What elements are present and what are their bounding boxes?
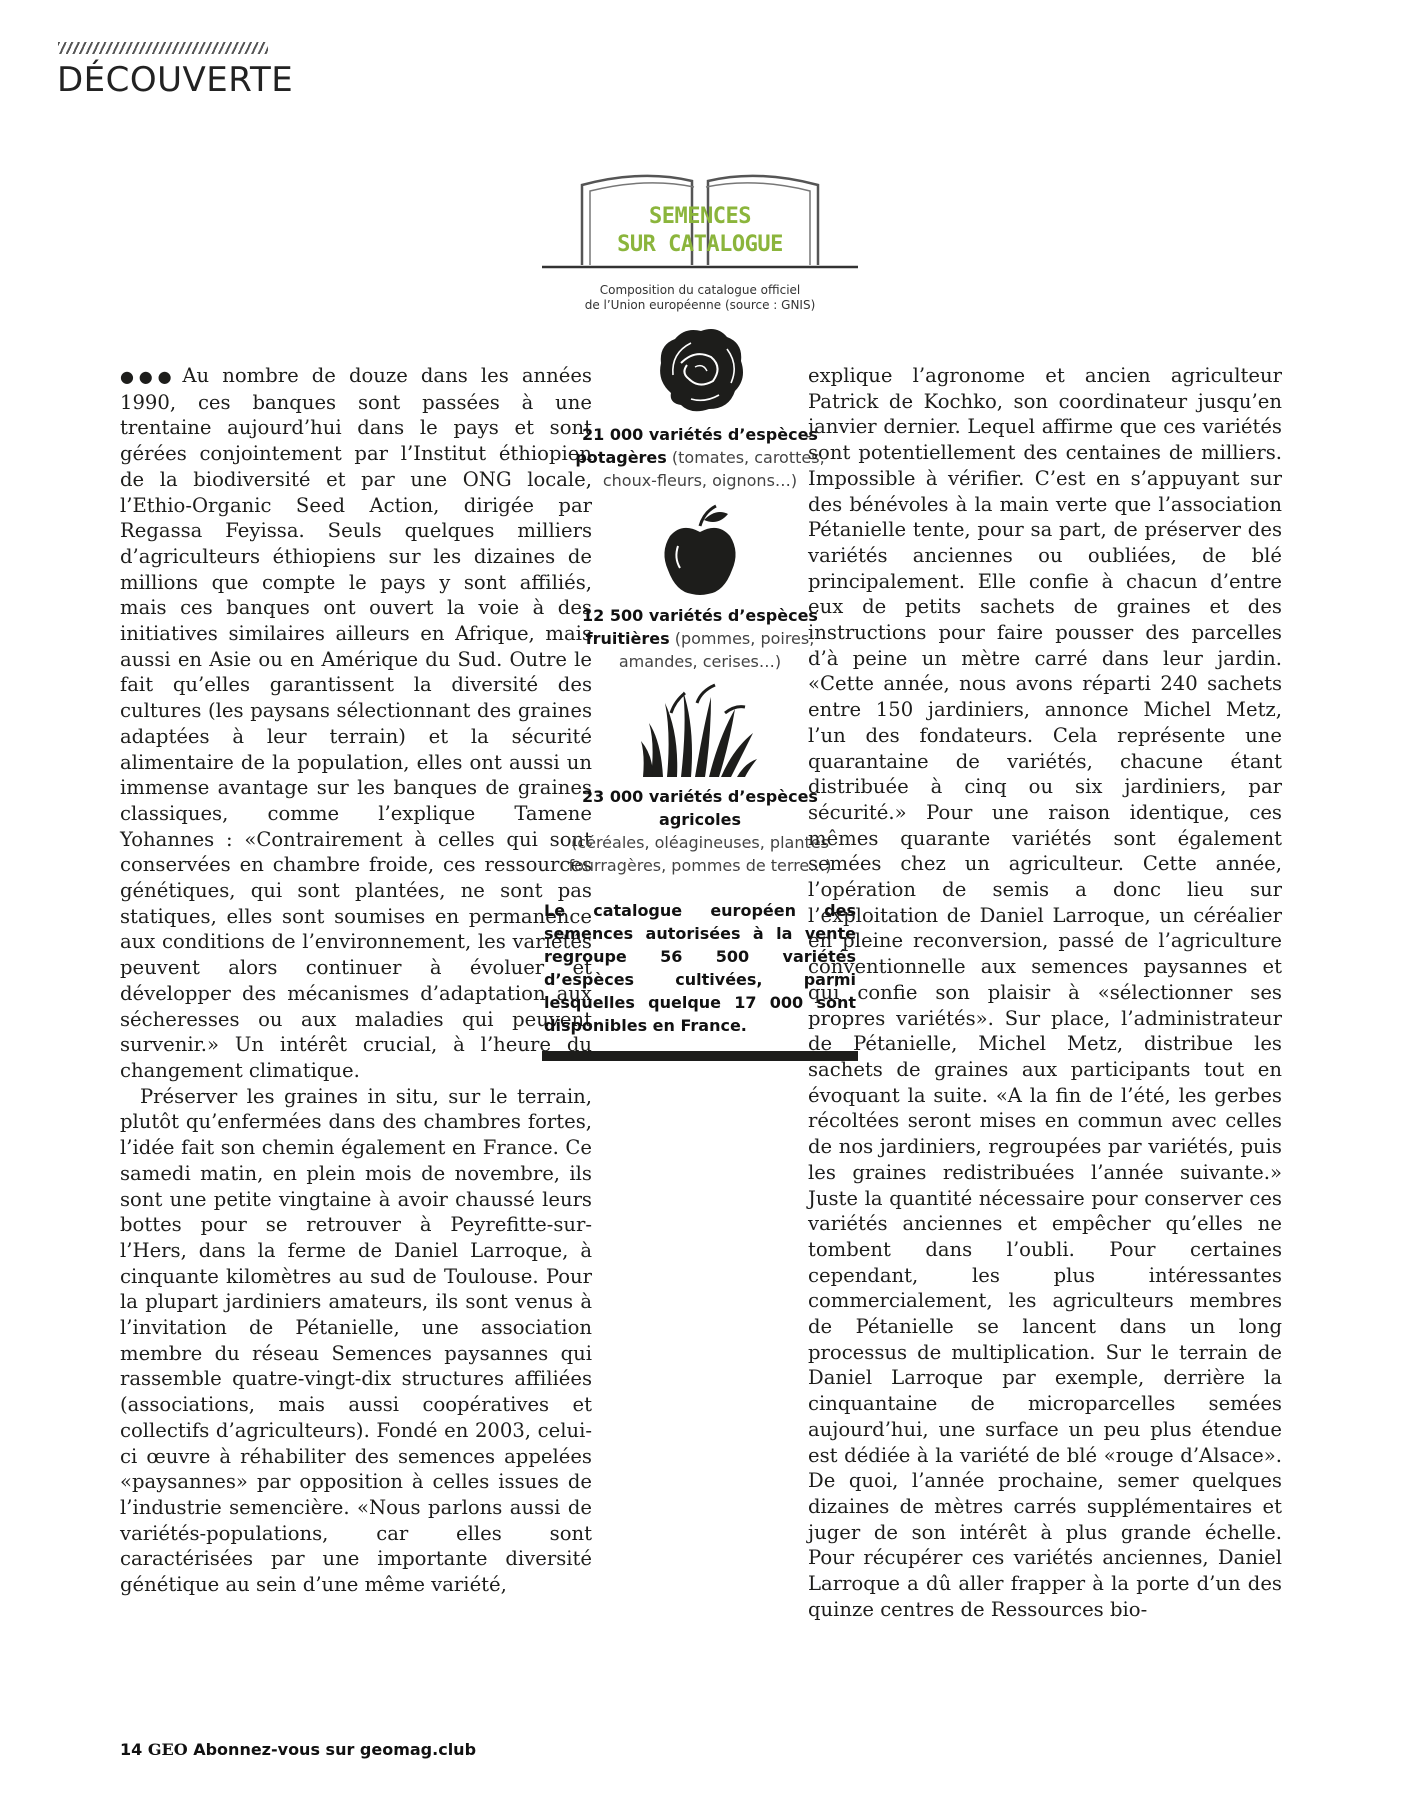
caption-line: de l’Union européenne (source : GNIS) (584, 298, 816, 312)
paragraph-text: Au nombre de douze dans les années 1990, ces banques sont passées à une trentaine aujourd’hui dans le pays et sont gérées conjointement par l’Institut éthiopien de la biodiversité et par une ONG locale, l’Ethio-Organic Seed Action, dirigée par Regassa Feyissa. Seuls quelques milliers d’agriculteurs éthiopiens sur les dizaines de millions que compte le pays y sont affiliés, mais ces banques ont ouvert la voie à des initiatives similaires ailleurs en Afrique, mais aussi en Asie ou en Amérique du Sud. Outre le fait qu’elles garantissent la diversité des cultures (les paysans sélectionnant des graines adaptées à leur terrain) et la sécurité alimentaire de la population, elles ont aussi un immense avantage sur les banques de graines classiques, comme l’explique Tamene Yohannes : «Contrairement à celles qui sont conservées en chambre froide, ces ressources génétiques, qui sont plantées, ne sont pas statiques, elles sont soumises en permanence aux conditions de l’environnement, les variétés peuvent alors continuer à évoluer et développer des mécanismes d’adaptation aux sécheresses ou aux maladies qui peuvent survenir.» Un intérêt crucial, à l’heure du changement climatique. (120, 364, 592, 1082)
stat-examples: choux-fleurs, oignons…) (602, 471, 798, 490)
brand-name: GEO (147, 1740, 188, 1759)
section-hatch-decoration (58, 42, 268, 54)
infobox-title (542, 203, 858, 259)
caption-line: Composition du catalogue officiel (599, 283, 801, 297)
wheat-icon (641, 683, 759, 779)
stat-value: 12 500 variétés d’espèces (582, 606, 818, 625)
article-paragraph: explique l’agronome et ancien agriculteur Patrick de Kochko, son coordinateur jusqu’en janvier dernier. Lequel affirme que ces variétés sont potentiellement des centaines de milliers. Impossible à vérifier. C’est en s’appuyant sur des bénévoles à la main verte que l’association Pétanielle tente, pour sa part, de préserver des variétés anciennes ou oubliées, de blé principalement. Elle confie à chacun d’entre eux de petits sachets de graines et des instructions pour faire pousser des parcelles d’à peine un mètre carré dans leur jardin. «Cette année, nous avons réparti 240 sachets entre 150 jardiniers, annonce Michel Metz, l’un des fondateurs. Cela représente une quarantaine de variétés, chacune étant distribuée à cinq ou six jardiniers, par sécurité.» Pour une raison identique, ces mêmes quarante variétés sont également semées chez un agriculteur. Cette année, l’opération de semis a donc lieu sur l’exploitation de Daniel Larroque, un céréalier en pleine reconversion, passé de l’agriculture conventionnelle aux semences paysannes et qui confie son plaisir à «sélectionner ses propres variétés». Sur place, l’administrateur de Pétanielle, Michel Metz, distribue les sachets de graines aux participants tout en évoquant la suite. «A la fin de l’été, les gerbes récoltées seront mises en commun avec celles de nos jardiniers, regroupées par variétés, puis les graines redistribuées l’année suivante.» Juste la quantité nécessaire pour conserver ces variétés anciennes et empêcher qu’elles ne tombent dans l’oubli. Pour certaines cependant, les plus intéressantes commercialement, les agriculteurs membres de Pétanielle se lancent dans un long processus de multiplication. Sur le terrain de Daniel Larroque par exemple, derrière la cinquantaine de microparcelles semées aujourd’hui, une surface un peu plus étendue est dédiée à la variété de blé «rouge d’Alsace». De quoi, l’année prochaine, semer quelques dizaines de mètres carrés supplémentaires et juger de son intérêt à plus grande échelle. Pour récupérer ces variétés anciennes, Daniel Larroque a dû aller frapper à la porte d’un des quinze centres de Ressources bio- (808, 364, 1282, 1621)
bullet-dots-icon: ●●● (120, 367, 177, 386)
stat-examples: (céréales, oléagineuses, plantes (571, 833, 829, 852)
infobox-title-line: SUR CATALOGUE (617, 232, 783, 257)
stat-examples: (tomates, carottes, (666, 448, 825, 467)
page-number: 14 (120, 1740, 143, 1759)
stat-examples: amandes, cerises…) (618, 652, 782, 671)
stat-value: 21 000 variétés d’espèces (582, 425, 818, 444)
article-paragraph (120, 363, 592, 1084)
infobox-summary: Le catalogue européen des semences autorisées à la vente regroupe 56 500 variétés d’espèces cultivées, parmi lesquelles quelque 17 000 sont disponibles en France. (542, 899, 858, 1061)
article-column-left (120, 363, 592, 1598)
article-paragraph: Préserver les graines in situ, sur le terrain, plutôt qu’enfermées dans des chambres fortes, l’idée fait son chemin également en France. Ce samedi matin, en plein mois de novembre, ils sont une petite vingtaine à avoir chaussé leurs bottes pour se retrouver à Peyrefitte-sur-l’Hers, dans la ferme de Daniel Larroque, à cinquante kilomètres au sud de Toulouse. Pour la plupart jardiniers amateurs, ils sont venus à l’invitation de Pétanielle, une association membre du réseau Semences paysannes qui rassemble quatre-vingt-dix structures affiliées (associations, mais aussi coopératives et collectifs d’agriculteurs). Fondé en 2003, celui-ci œuvre à réhabiliter des semences appelées «paysannes» par opposition à celles issues de l’industrie semencière. «Nous parlons aussi de variétés-populations, car elles sont caractérisées par une importante diversité génétique au sein d’une même variété, (120, 1084, 592, 1597)
article-column-right (808, 363, 1282, 1622)
stat-category: fruitières (585, 629, 670, 648)
page-footer (120, 1740, 476, 1759)
infobox-caption (542, 283, 858, 313)
apple-icon (660, 502, 740, 598)
lettuce-icon (651, 323, 749, 417)
stat-category: potagères (575, 448, 667, 467)
subscribe-link[interactable]: Abonnez-vous sur geomag.club (193, 1740, 477, 1759)
section-title: DÉCOUVERTE (57, 60, 294, 100)
stat-examples: (pommes, poires, (669, 629, 815, 648)
stat-examples: fourragères, pommes de terre…) (568, 856, 832, 875)
stat-value: 23 000 variétés d’espèces agricoles (582, 787, 818, 829)
infobox-title-line: SEMENCES (649, 204, 751, 229)
